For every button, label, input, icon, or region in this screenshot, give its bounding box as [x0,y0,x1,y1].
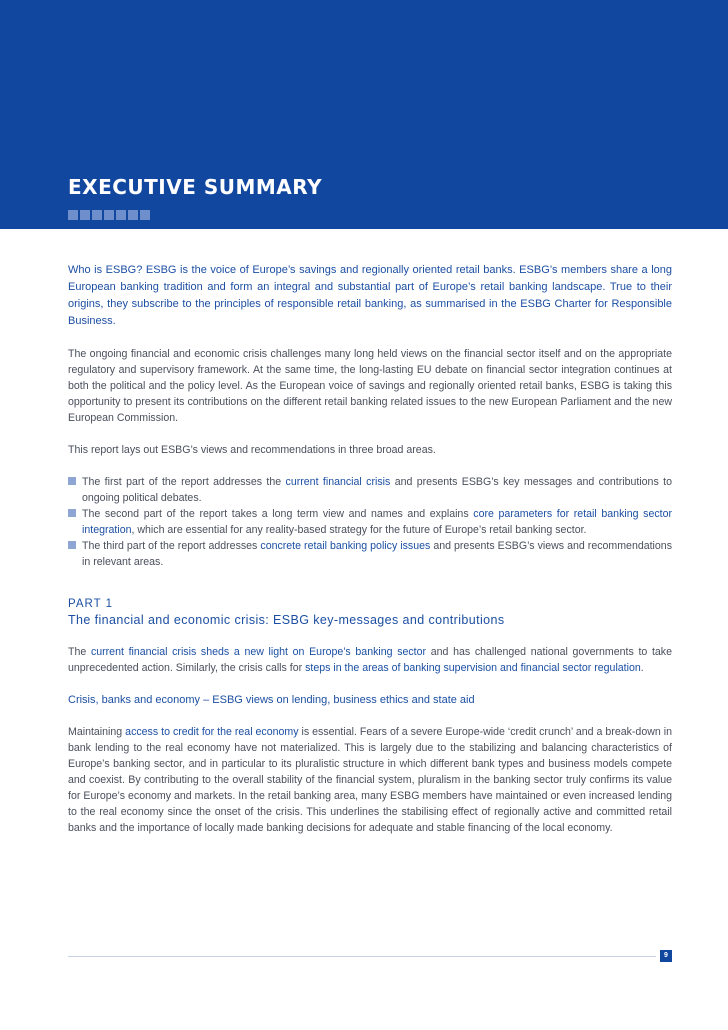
intro-paragraph-2: The ongoing financial and economic crisis challenges many long held views on the financial sector itself and on the appropriate regulatory and supervisory framework. At the same time, the long-lasting EU debate on financial sector integration continues at both the political and the policy level. As the European voice of savings and regionally oriented retail banks, ESBG is taking this opportunity to present its contributions on the different retail banking related issues to the new European Parliament and the new European Commission. [68,348,672,424]
bullet-square-icon [68,509,76,517]
intro-paragraph-3: This report lays out ESBG’s views and recommendations in three broad areas. [68,444,436,456]
footer-divider [68,956,656,957]
list-item: The first part of the report addresses the current financial crisis and presents ESBG’s key messages and contributions to ongoing political debates. [68,474,672,506]
list-item: The second part of the report takes a long term view and names and explains core parameters for retail banking sector integration, which are essential for any reality-based strategy for the future of Europe’s retail banking sector. [68,506,672,538]
page-number: 9 [660,950,672,962]
bullet-square-icon [68,541,76,549]
part-title: The financial and economic crisis: ESBG key-messages and contributions [68,613,505,627]
main-content [68,262,672,852]
part-number: PART 1 [68,598,113,610]
square-icon [104,210,114,220]
page-title: EXECUTIVE SUMMARY [68,175,323,199]
square-icon [116,210,126,220]
list-item: The third part of the report addresses concrete retail banking policy issues and presents ESBG’s views and recommendations in relevant areas. [68,538,672,570]
section-subheading: Crisis, banks and economy – ESBG views on lending, business ethics and state aid [68,694,475,706]
bullet-square-icon [68,477,76,485]
intro-lead-paragraph: Who is ESBG? ESBG is the voice of Europe’s savings and regionally oriented retail banks. ESBG’s members share a long European banking tradition and form an integral and substantial part of Europe’s retail banking landscape. True to their origins, they subscribe to the principles of responsible retail banking, as summarised in the ESBG Charter for Responsible Business. [68,264,672,327]
square-icon [128,210,138,220]
square-icon [68,210,78,220]
square-icon [140,210,150,220]
square-icon [92,210,102,220]
part1-paragraph-1: The current financial crisis sheds a new light on Europe’s banking sector and has challenged national governments to take unprecedented action. Similarly, the crisis calls for steps in the areas of banking supervision and financial sector regulation. [68,646,672,674]
decorative-squares [68,210,150,220]
header-banner [0,0,728,229]
bullet-list [68,474,672,570]
square-icon [80,210,90,220]
part1-paragraph-2: Maintaining access to credit for the real economy is essential. Fears of a severe Europe-wide ‘credit crunch’ and a break-down in bank lending to the real economy have not materialized. This is largely due to the stabilizing and balancing characteristics of Europe’s banking sector, and in particular to its pluralistic structure in which different bank types and business models compete and coexist. By contributing to the overall stability of the financial system, pluralism in the banking sector truly confirms its value for Europe’s economy and markets. In the retail banking area, many ESBG members have maintained or even increased lending to the real economy since the onset of the crisis. This underlines the stabilising effect of regionally active and committed retail banks and the importance of locally made banking decisions for adequate and stable financing of the local economy. [68,726,672,834]
